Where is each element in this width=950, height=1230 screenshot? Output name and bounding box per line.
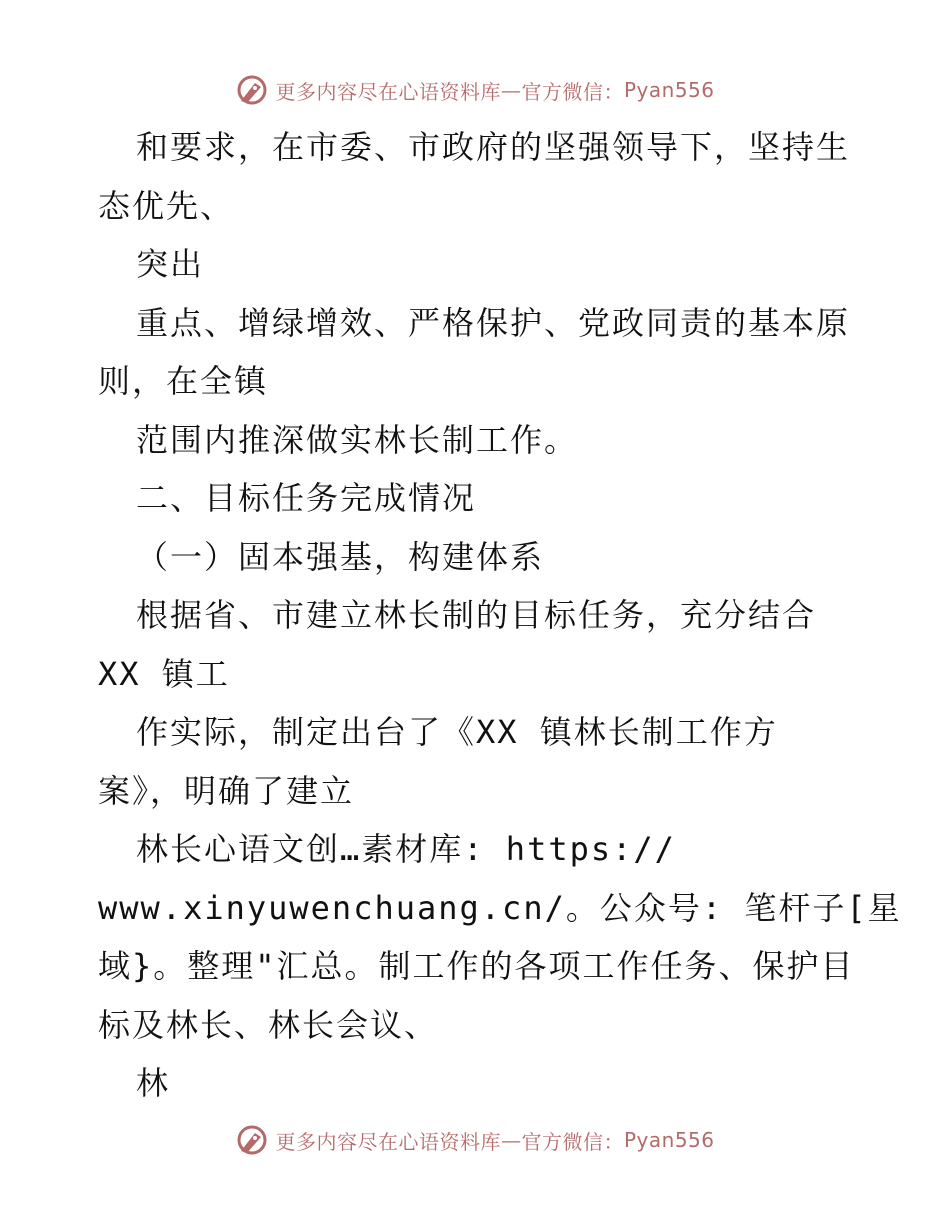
text-line: 标及林长、林长会议、 <box>98 1005 439 1044</box>
pen-nib-logo-icon <box>235 1123 269 1157</box>
text-line: 和要求，在市委、市政府的坚强领导下，坚持生 <box>136 128 851 166</box>
text-line: 范围内推深做实林长制工作。 <box>136 420 579 459</box>
header-watermark-banner <box>0 70 950 110</box>
banner-dash: — <box>500 78 522 102</box>
document-body <box>98 118 902 1113</box>
text-line: 突出 <box>136 245 205 283</box>
banner-main-text: 更多内容尽在心语资料库 <box>275 1129 501 1154</box>
text-line: 案》，明确了建立 <box>98 771 355 810</box>
banner-wechat-id: Pyan556 <box>623 1128 715 1152</box>
banner-dash: — <box>500 1128 522 1152</box>
text-line: 作实际，制定出台了《XX 镇林长制工作方 <box>136 713 778 751</box>
pen-nib-logo-icon <box>235 73 269 107</box>
text-line: www.xinyuwenchuang.cn/。公众号: 笔杆子[星 <box>98 888 902 927</box>
banner-main-text: 更多内容尽在心语资料库 <box>275 79 501 104</box>
banner-wechat-label: 官方微信： <box>521 1129 624 1154</box>
banner-wechat-label: 官方微信： <box>521 79 624 104</box>
text-line: 重点、增绿增效、严格保护、党政同责的基本原 <box>136 303 851 342</box>
text-line: 根据省、市建立林长制的目标任务，充分结合 <box>136 596 817 634</box>
text-line: 则，在全镇 <box>98 362 269 400</box>
text-line: 态优先、 <box>98 186 235 225</box>
text-line: 林 <box>136 1064 171 1102</box>
text-line: 林长心语文创…素材库: https:// <box>136 830 676 868</box>
subsection-heading: （一）固本强基，构建体系 <box>136 537 545 576</box>
footer-watermark-banner <box>0 1120 950 1160</box>
text-line: XX 镇工 <box>98 654 230 693</box>
banner-wechat-id: Pyan556 <box>623 78 715 102</box>
section-heading: 二、目标任务完成情况 <box>136 479 477 517</box>
text-line: 域}。整理"汇总。制工作的各项工作任务、保护目 <box>98 947 855 985</box>
